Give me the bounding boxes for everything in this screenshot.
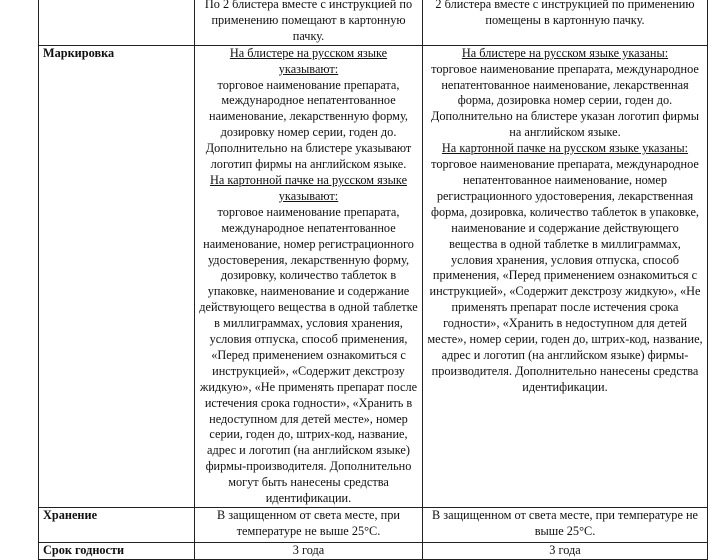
shelf-life-current-cell: 3 года (195, 543, 423, 560)
blister-text: торговое наименование препарата, международное непатентованное наименование, лекарственная форма, дозировка номер серии, годен до. Дополнительно на блистере указан логотип фирмы на английском языке. (430, 61, 700, 140)
blister-heading: На блистере на русском языке указаны: (461, 45, 669, 60)
storage-proposed-cell: В защищенном от света месте, при температуре не выше 25°С. (423, 508, 708, 543)
blister-text: торговое наименование препарата, международное непатентованное наименование, лекарственную форму, дозировку номер серии, годен до. Дополнительно на блистере указывают логотип фирмы на английском языке. (205, 77, 412, 172)
row-label-storage: Хранение (39, 508, 195, 543)
blister-heading: На блистере на русском языке указывают: (229, 45, 388, 76)
table-row-shelf-life (39, 543, 708, 560)
table-row-packaging (39, 0, 708, 45)
packaging-current-cell: По 2 блистера вместе с инструкцией по применению помещают в картонную пачку. (195, 0, 423, 45)
table-row-marking (39, 45, 708, 507)
row-label-marking: Маркировка (39, 45, 195, 507)
marking-current-cell (195, 45, 423, 507)
row-label-shelf-life: Срок годности (39, 543, 195, 560)
comparison-table (38, 0, 708, 560)
shelf-life-proposed-cell: 3 года (423, 543, 708, 560)
carton-text: торговое наименование препарата, международное непатентованное наименование, номер регистрационного удостоверения, лекарственная форма, дозировка, количество таблеток в упаковке, наименование и содержание действующего вещества в одной таблетке в миллиграммах, условия хранения, условия отпуска, способ применения, «Перед применением ознакомиться с инструкцией», «Содержит декстрозу жидкую», «Не применять препарат после истечения срока годности», «Хранить в недоступном для детей месте», номер серии, годен до, штрих-код, название, адрес и логотип (на английском языке) фирмы-производителя. Дополнительно нанесены средства идентификации. (427, 157, 703, 394)
packaging-proposed-cell: 2 блистера вместе с инструкцией по применению помещены в картонную пачку. (423, 0, 708, 45)
carton-text: торговое наименование препарата, международное непатентованное наименование, номер регистрационного удостоверения, лекарственную форму, дозировку, количество таблеток в упаковке, наименование и содержание действующего вещества в одной таблетке в миллиграммах, условия хранения, условия отпуска, способ применения, «Перед применением ознакомиться с инструкцией», «Содержит декстрозу жидкую», «Не применять препарат после истечения срока годности», «Хранить в недоступном для детей месте», номер серии, годен до, штрих-код, название, адрес и логотип (на английском языке) фирмы-производителя. Дополнительно могут быть нанесены средства идентификации. (199, 204, 418, 506)
table-row-storage (39, 508, 708, 543)
storage-current-cell: В защищенном от света месте, при температуре не выше 25°С. (195, 508, 423, 543)
marking-proposed-cell (423, 45, 708, 507)
row-label-packaging (39, 0, 195, 45)
carton-heading: На картонной пачке на русском языке указаны: (441, 141, 689, 156)
carton-heading: На картонной пачке на русском языке указывают: (209, 172, 408, 203)
